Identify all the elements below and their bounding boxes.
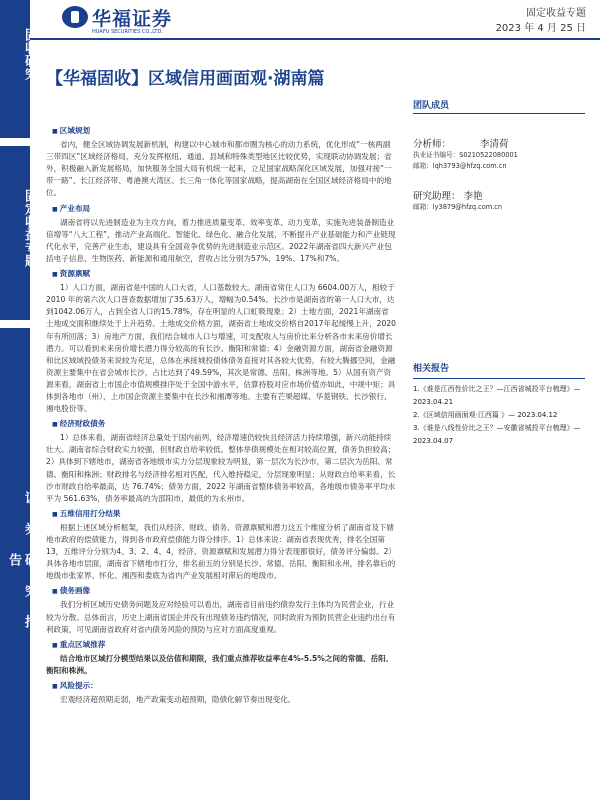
license-number: S0210522080001 (459, 151, 518, 159)
license-label: 执业证书编号： (413, 151, 460, 159)
section-heading: ■ 产业布局 (52, 203, 396, 216)
related-reports (413, 363, 585, 448)
email-label: 邮箱： (413, 162, 433, 170)
analyst-role: 分析师： (413, 139, 452, 150)
section-heading: ■ 风险提示： (52, 680, 396, 693)
section-paragraph: 根据上述区域分析框架，我们从经济、财政、债务、资源禀赋和潜力这五个维度分析了湖南省及下辖地市政府的偿债能力，得到各市政府偿债能力得分排序。1）总体来说：湖南省表现优秀，排名全国第13，五维评分分别为4、3、2、4、4，经济、资源禀赋和发展潜力得分表现都很好，债务评分偏弱。2）具体各地市层面，湖南省下辖地市打分，排名前五的分别是长沙、常德、岳阳、衡阳和永州，排名靠后的地级市张家界、怀化、湘西和娄底为省内产业发展相对滞后的地级市。 (46, 522, 396, 581)
sidebar-divider (0, 320, 30, 328)
email-link[interactable]: ly3879@hfzq.com.cn (432, 203, 503, 211)
email-label: 邮箱： (413, 203, 433, 211)
report-category: 固定收益专题 (526, 8, 586, 19)
section-heading: ■ 经济财政债务 (52, 418, 396, 431)
assistant-email (413, 202, 585, 213)
section-paragraph: 1）人口方面，湖南省是中国的人口大省，人口基数较大。湖南省常住人口为 6604.00万人，相较于 2010 年的第六次人口普查数据增加了35.63万人，增幅为0.54%。长沙市是湖南省的第一人口大市，达到1042.06万人，占到全省人口的15.78%，存在明显的人口虹吸现象；2）土地方面，2021年湖南省土地成交面积继续处于上升趋势。土地成交价格方面，湖南省土地成交价格自2017年起缓慢上升，2020年有所回落；3）房地产方面，我们结合城市人口与增速，可支配收入与房价比来分析各市未来房价增长潜力。可以看到未来房价增长潜力得分较高的有长沙、衡阳和常德；4）金融资源方面，湖南省金融资源和比区域域投债务来说较为充足，总体在承接城投债体债务直接对其各较大优势，有较大腾挪空间，金融资源主要集中在省会城市长沙，占比达到了49.59%，其次是常德、岳阳、株洲等地。5）从国有资产资源来看，湖南省上市国企市值规模排序处于全国中游水平，估算持股对应市场价值亦如此，中规中矩；具体到各地市（州），上市国企资源主要集中在长沙和湘潭等地。主要有芒果超媒、华菱钢铁、长沙银行、湘电股份等。 (46, 283, 396, 414)
header (30, 0, 600, 40)
logo-subtext: HUAFU SECURITIES CO.,LTD. (92, 29, 163, 35)
right-column (413, 98, 585, 448)
section-heading: ■ 五维信用打分结果 (52, 508, 396, 521)
section-paragraph: 省内，健全区域协调发展新机制，构建以中心城市和都市圈为核心的动力系统，优化形成“一核两副三带四区”区域经济格局，充分发挥枢纽、通道、县域和特殊类型地区比较优势，实现联动协调发展；省外，积极融入新发展格局，加快服务全国大局有机统一起来，立足国家战略深化区域发展，加强对接“一带一路”、长江经济带、粤港澳大湾区、长三角一体化等国家战略，提高湖南在全国区域经济格局中的地位。 (46, 140, 392, 198)
main-content (46, 122, 396, 706)
analyst-email (413, 161, 585, 172)
assistant-line (413, 188, 585, 202)
related-item[interactable]: 1.《谁是江西性价比之王？—江西省城投平台梳理》— 2023.04.21 (413, 385, 581, 406)
sidebar-mid-label: 固定收益专题 (22, 189, 37, 267)
section-heading: ■ 债务画像 (52, 585, 396, 598)
section-paragraph: 宏观经济超预期走弱，地产政策变动超预期，隐债化解节奏出现变化。 (60, 695, 296, 705)
logo-text: 华福证券 (92, 8, 173, 30)
analyst-line (413, 136, 585, 150)
page-title: 【华福固收】区域信用画面观·湖南篇 (46, 69, 325, 89)
sidebar-top-label: 固收研究 (22, 28, 37, 80)
section-heading: ■ 资源禀赋 (52, 268, 396, 281)
related-item[interactable]: 3.《谁是八线性价比之王？—安徽省城投平台梳理》— 2023.04.07 (413, 424, 581, 445)
logo-icon (62, 6, 88, 28)
sidebar-bottom-label: 证券研究报告 (6, 490, 37, 646)
section-paragraph: 1）总体来看，湖南省经济总量处于国内前列，经济增速仍较快且经济活力持续增强，新兴动能持续壮大。湖南省综合财政实力较强，但财政自给率较低。整体举债规模处在相对较高位置，债务负担较高；2）具体到下辖地市，湖南省各地级市实力分层现象较为明显，第一层次为长沙市，第二层次为岳阳、常德、衡阳和株洲；财政排名与经济排名相对匹配，代入维持稳定，分层现象明显；从财政自给率来看，长沙市财政自给率最高，达 76.74%；债务方面，2022 年湖南省整体债务率较高，各地级市债务率平均水平为 561.63%，债务率最高的为邵阳市，最低的为永州市。 (46, 433, 396, 503)
sidebar (0, 0, 37, 800)
related-heading: 相关报告 (413, 363, 585, 379)
section-paragraph: 结合地市区域打分模型结果以及估值和期限，我们重点推荐收益率在4%-5.5%之间的常德、岳阳、衡阳和株洲。 (46, 653, 394, 675)
section-paragraph: 我们分析区域历史债务问题及应对经验可以看出，湖南省目前违约债券发行主体均为民营企业，行业较为分散。总体而言，历史上湖南省国企并没有出现债务违约情况，同时政府为预防民营企业违约出台有利政策，可见湖南省政府对省内债务风险的预防与应对方面高度重视。 (46, 600, 396, 634)
sidebar-divider (0, 138, 30, 146)
report-date: 2023 年 4 月 25 日 (495, 23, 586, 34)
section-heading: ■ 重点区域推荐 (52, 639, 396, 652)
analyst-license (413, 150, 585, 161)
email-link[interactable]: lqh3793@hfzq.com.cn (432, 162, 507, 170)
team-heading: 团队成员 (413, 98, 585, 114)
analyst-name: 李清荷 (480, 139, 509, 150)
assistant-name: 李艳 (463, 191, 483, 202)
section-heading: ■ 区域规划 (52, 125, 396, 138)
section-paragraph: 湖南省将以先进制造业为主攻方向，着力推进质量变革、效率变革、动力变革，实施先进装备制造业倍增等“八大工程”，推动产业高端化、智能化、绿色化、融合化发展，不断提升产业基础能力和产业链现代化水平，完善产业生态，建设具有全国竞争优势的先进制造业示范区。2022年湖南省四大新兴产业包括电子信息、生物医药、新能源和通用航空，营收占比分别为57%、19%、17%和7%。 (46, 217, 396, 263)
related-item[interactable]: 2.《区域信用画面观·江西篇 》— 2023.04.12 (413, 411, 558, 419)
assistant-role: 研究助理： (413, 191, 461, 202)
